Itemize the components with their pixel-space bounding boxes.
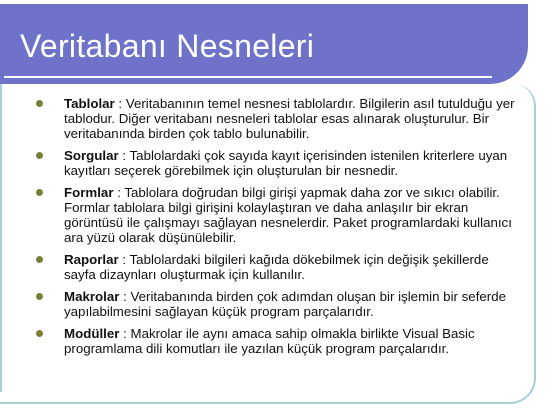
bullet-term: Tablolar	[64, 96, 115, 111]
bullet-dot-icon	[36, 293, 43, 300]
bullet-dot-icon	[36, 189, 43, 196]
bullet-item-raporlar	[20, 252, 520, 282]
bullet-text: : Veritabanının temel nesnesi tablolardır. Bilgilerin asıl tutulduğu yer tablodur. Diğer veritabanı nesneleri tablolar esas alınarak oluşturulur. Bir veritabanında birden çok tablo bulunabilir.	[64, 96, 515, 141]
title-underline	[4, 76, 492, 78]
bullet-item-tablolar	[20, 96, 520, 141]
content-frame-left-edge	[0, 84, 2, 392]
bullet-term: Raporlar	[64, 252, 119, 267]
bullet-text: : Tablolara doğrudan bilgi girişi yapmak daha zor ve sıkıcı olabilir. Formlar tablolara bilgi girişini kolaylaştıran ve daha anlaşılır bir ekran görüntüsü ile çalışmayı sağlayan nesnelerdir. Paket programlardaki kullanıcı ara yüzü olarak düşünülebilir.	[64, 185, 512, 245]
bullet-term: Modüller	[64, 326, 120, 341]
bullet-term: Makrolar	[64, 289, 120, 304]
bullet-text: : Tablolardaki çok sayıda kayıt içerisinden istenilen kriterlere uyan kayıtları seçerek görebilmek için oluşturulan bir nesnedir.	[64, 148, 508, 178]
bullet-item-sorgular	[20, 148, 520, 178]
bullet-text: : Tablolardaki bilgileri kağıda dökebilmek için değişik şekillerde sayfa dizaynları oluşturmak için kullanılır.	[64, 252, 489, 282]
bullet-dot-icon	[36, 256, 43, 263]
bullet-dot-icon	[36, 100, 43, 107]
bullet-text: : Veritabanında birden çok adımdan oluşan bir işlemin bir seferde yapılabilmesini sağlayan küçük program parçalarıdır.	[64, 289, 507, 319]
bullet-text: : Makrolar ile aynı amaca sahip olmakla birlikte Visual Basic programlama dili komutları ile yazılan küçük program parçalarıdır.	[64, 326, 475, 356]
bullet-item-moduller	[20, 326, 520, 356]
bullet-dot-icon	[36, 152, 43, 159]
title-banner	[0, 4, 528, 84]
bullet-term: Formlar	[64, 185, 114, 200]
bullet-list	[20, 96, 520, 363]
slide-title: Veritabanı Nesneleri	[20, 28, 315, 64]
bullet-item-makrolar	[20, 289, 520, 319]
bullet-dot-icon	[36, 330, 43, 337]
bullet-item-formlar	[20, 185, 520, 245]
bullet-term: Sorgular	[64, 148, 119, 163]
